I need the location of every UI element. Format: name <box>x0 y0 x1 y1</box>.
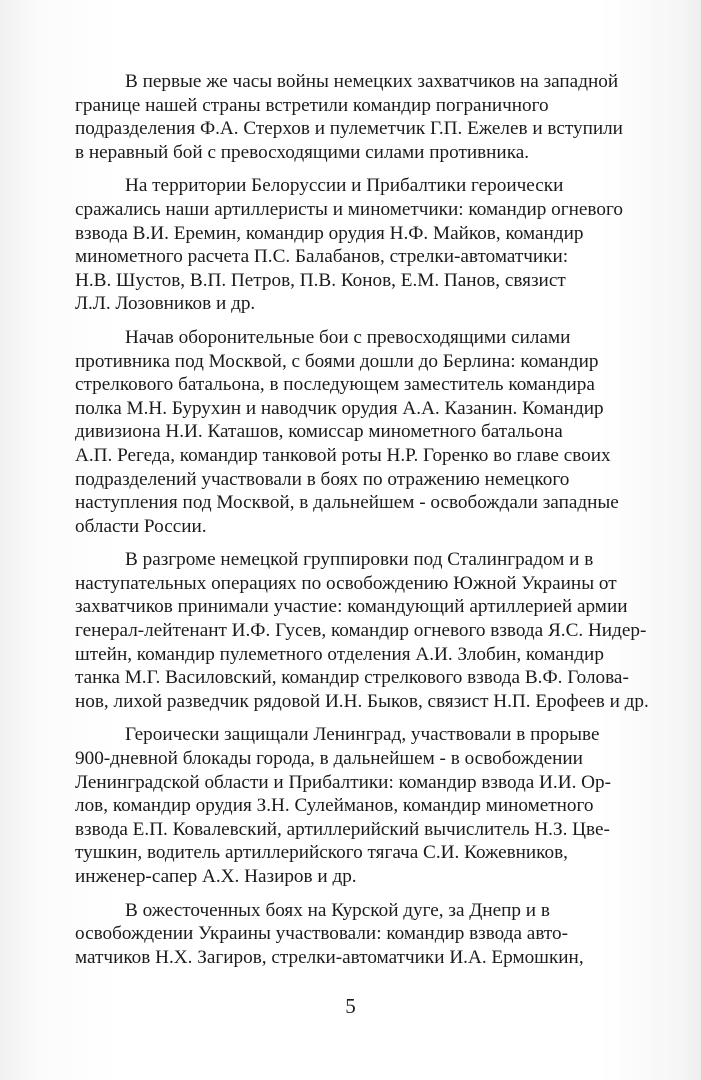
paragraph-4 <box>75 548 649 713</box>
text-line: На территории Белоруссии и Прибалтики героически <box>125 175 564 197</box>
text-line: генерал-лейтенант И.Ф. Гусев, командир огневого взвода Я.С. Нидер- <box>75 620 647 642</box>
text-line: В первые же часы войны немецких захватчиков на западной <box>125 71 619 92</box>
text-line: Л.Л. Лозовников и др. <box>75 293 256 315</box>
paragraph-5 <box>75 723 628 888</box>
text-line: В ожесточенных боях на Курской дуге, за Днепр и в <box>125 899 550 921</box>
text-line: матчиков Н.Х. Загиров, стрелки-автоматчики И.А. Ермошкин, <box>75 946 584 968</box>
text-line: 900-дневной блокады города, в дальнейшем - в освобождении <box>75 748 583 770</box>
text-line: тушкин, водитель артиллерийского тягача С.И. Кожевников, <box>75 842 568 864</box>
text-line: Начав оборонительные бои с превосходящими силами <box>125 326 571 348</box>
text-line: подразделения Ф.А. Стерхов и пулеметчик Г.П. Ежелев и вступили <box>75 118 623 140</box>
text-line: сражались наши артиллеристы и минометчики: командир огневого <box>75 198 623 220</box>
text-line: взвода Е.П. Ковалевский, артиллерийский вычислитель Н.З. Цве- <box>75 818 610 840</box>
text-line: захватчиков принимали участие: командующий артиллерией армии <box>75 596 628 618</box>
text-line: Героически защищали Ленинград, участвовали в прорыве <box>125 724 600 746</box>
paragraph-3 <box>75 326 628 538</box>
text-line: наступательных операциях по освобождению Южной Украины от <box>75 572 617 594</box>
text-line: В разгроме немецкой группировки под Сталинградом и в <box>125 549 594 571</box>
paragraph-1 <box>75 70 628 164</box>
text-line: противника под Москвой, с боями дошли до Берлина: командир <box>75 350 599 372</box>
text-line: полка М.Н. Бурухин и наводчик орудия А.А. Казанин. Командир <box>75 397 604 419</box>
text-line: Ленинградской области и Прибалтики: командир взвода И.И. Ор- <box>75 771 612 793</box>
text-line: в неравный бой с превосходящими силами противника. <box>75 141 530 163</box>
paragraph-2 <box>75 174 628 316</box>
text-line: минометного расчета П.С. Балабанов, стрелки-автоматчики: <box>75 246 569 268</box>
text-line: области России. <box>75 515 207 537</box>
text-line: нов, лихой разведчик рядовой И.Н. Быков, связист Н.П. Ерофеев и др. <box>75 690 649 712</box>
text-line: взвода В.И. Еремин, командир орудия Н.Ф. Майков, командир <box>75 222 584 244</box>
text-line: освобождении Украины участвовали: командир взвода авто- <box>75 923 569 945</box>
text-line: штейн, командир пулеметного отделения А.И. Злобин, командир <box>75 643 604 665</box>
text-line: дивизиона Н.И. Каташов, комиссар минометного батальона <box>75 421 563 443</box>
paragraph-6 <box>75 899 628 970</box>
text-line: инженер-сапер А.Х. Назиров и др. <box>75 866 357 887</box>
text-line: наступления под Москвой, в дальнейшем - освобождали западные <box>75 492 619 514</box>
text-line: лов, командир орудия З.Н. Сулейманов, командир минометного <box>75 795 594 817</box>
text-line: подразделений участвовали в боях по отражению немецкого <box>75 468 570 490</box>
text-line: А.П. Регеда, командир танковой роты Н.Р. Горенко во главе своих <box>75 444 611 466</box>
text-line: границе нашей страны встретили командир пограничного <box>75 94 549 116</box>
text-line: стрелкового батальона, в последующем заместитель командира <box>75 374 595 396</box>
text-line: Н.В. Шустов, В.П. Петров, П.В. Конов, Е.М. Панов, связист <box>75 269 566 291</box>
page-number: 5 <box>345 994 356 1018</box>
text-line: танка М.Г. Василовский, командир стрелкового взвода В.Ф. Голова- <box>75 667 629 689</box>
body-text <box>75 70 649 979</box>
